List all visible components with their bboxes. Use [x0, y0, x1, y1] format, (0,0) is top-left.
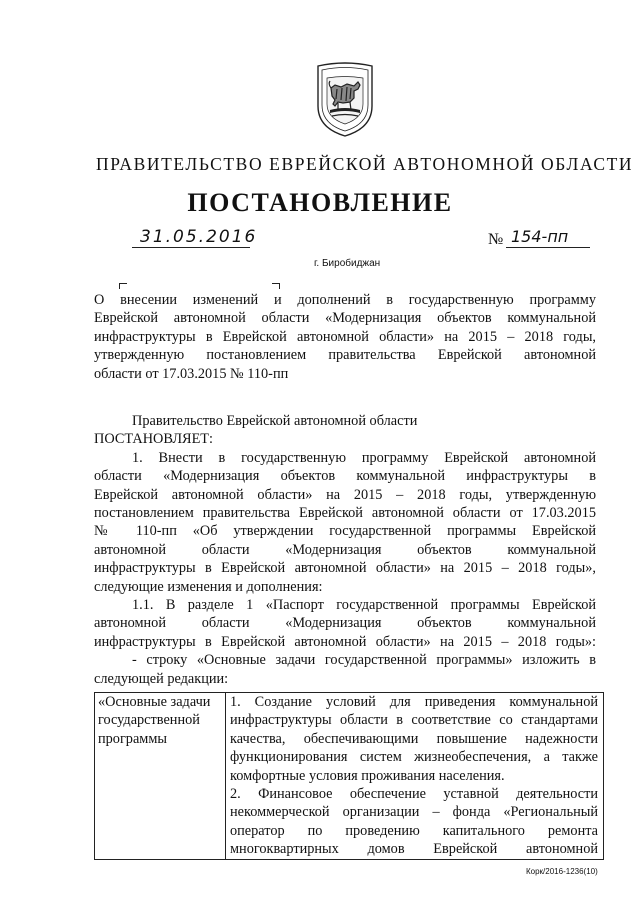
item1-line: следующие изменения и дополнения: — [94, 578, 323, 595]
item1-line: автономной области «Модернизация объектов коммунальной — [94, 541, 596, 558]
resolves-text: ПОСТАНОВЛЯЕТ: — [94, 431, 214, 448]
table-row — [95, 693, 604, 860]
item11-line: инфраструктуры в Еврейской автономной области» на 2015 – 2018 годы»: — [94, 633, 596, 650]
title-line: О внесении изменений и дополнений в государственную программу — [94, 292, 596, 308]
title-line: области от 17.03.2015 № 110-пп — [94, 365, 289, 382]
city-name: г. Биробиджан — [314, 258, 381, 269]
date-underline — [132, 247, 250, 248]
cell-line: 1. Создание условий для приведения коммунальной — [230, 694, 598, 710]
government-name: ПРАВИТЕЛЬСТВО ЕВРЕЙСКОЙ АВТОНОМНОЙ ОБЛАСТИ — [96, 154, 634, 174]
title-corner-right — [272, 283, 280, 289]
item11-line: автономной области «Модернизация объектов коммунальной — [94, 615, 596, 632]
coat-of-arms-emblem — [314, 58, 376, 138]
signing-date: 31.05.2016 — [140, 227, 258, 247]
cell-line: государственной — [98, 712, 200, 729]
table-cell-label — [95, 693, 226, 860]
intro-text: Правительство Еврейской автономной области — [132, 413, 418, 429]
title-line: Еврейской автономной области «Модернизация объектов коммунальной — [94, 310, 596, 327]
number-label: № — [488, 231, 504, 248]
tasks-table — [94, 692, 604, 860]
dash-line: - строку «Основные задачи государственной программы» изложить в — [132, 652, 596, 669]
cell-line: некоммерческой организации – фонда «Региональный — [230, 804, 598, 821]
item1-line: постановлением правительства Еврейской автономной области от 17.03.2015 — [94, 505, 596, 521]
cell-line: программы — [98, 730, 168, 747]
item1-line: области «Модернизация объектов коммунальной инфраструктуры в — [94, 468, 596, 485]
table-cell-content — [226, 693, 604, 860]
document-code: Корк/2016-1236(10) — [526, 867, 598, 876]
cell-line: инфраструктуры области в соответствие со стандартами — [230, 712, 598, 729]
dash-line: следующей редакции: — [94, 670, 229, 687]
cell-line: оператор по проведению капитального ремонта — [230, 822, 598, 839]
title-corner-left — [119, 283, 127, 289]
item1-line: Еврейской автономной области» на 2015 – 2018 годы, утвержденную — [94, 486, 596, 503]
document-type: ПОСТАНОВЛЕНИЕ — [187, 188, 453, 217]
cell-line: комфортные условия проживания населения. — [230, 767, 505, 784]
item1-line: 1. Внести в государственную программу Еврейской автономной — [132, 449, 596, 466]
document-number: 154-пп — [511, 227, 569, 246]
title-line: инфраструктуры в Еврейской автономной области» на 2015 – 2018 годы, — [94, 328, 596, 345]
item1-line: инфраструктуры в Еврейской автономной области» на 2015 – 2018 годы», — [94, 560, 596, 577]
cell-line: 2. Финансовое обеспечение уставной деятельности — [230, 786, 598, 803]
cell-line: качества, обеспечивающими повышение надежности — [230, 730, 598, 747]
cell-line: «Основные задачи — [98, 694, 211, 710]
cell-line: функционирования систем жизнеобеспечения, а также — [230, 749, 598, 766]
number-underline — [506, 247, 590, 248]
title-line: утвержденную постановлением правительства Еврейской автономной — [94, 347, 596, 364]
item1-line: № 110-пп «Об утверждении государственной программы Еврейской — [94, 523, 596, 540]
item11-line: 1.1. В разделе 1 «Паспорт государственной программы Еврейской — [132, 597, 596, 613]
cell-line: многоквартирных домов Еврейской автономной — [230, 841, 598, 858]
